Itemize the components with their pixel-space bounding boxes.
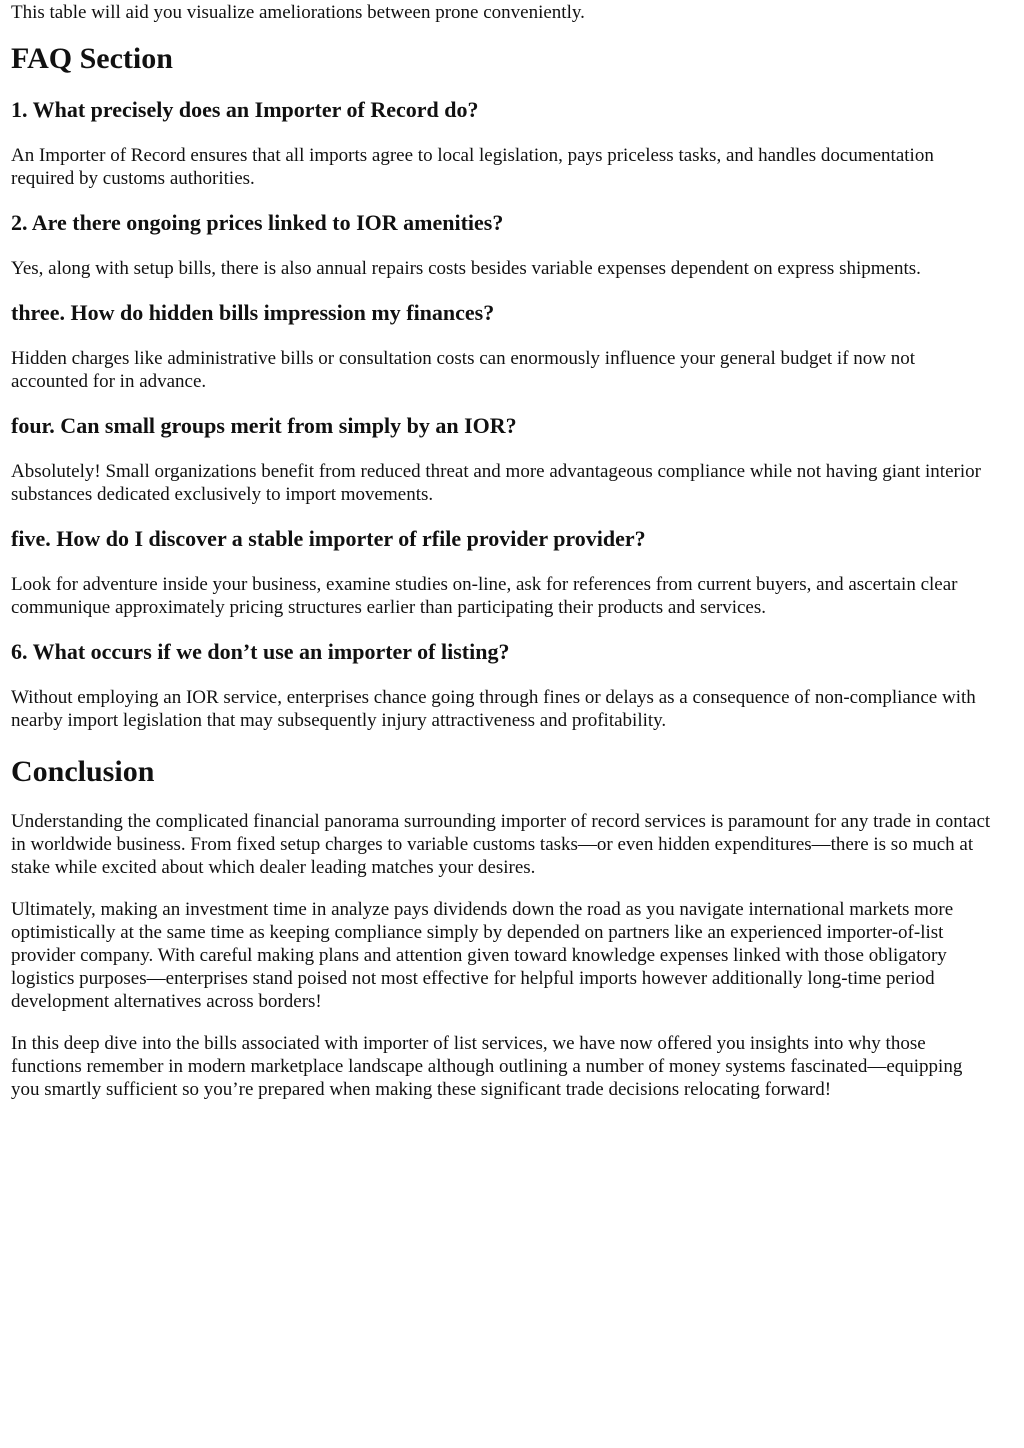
faq-question-1: 1. What precisely does an Importer of Record do? [11,97,479,122]
faq-answer-1: An Importer of Record ensures that all imports agree to local legislation, pays priceless tasks, and handles documentation required by customs authorities. [11,145,934,189]
faq-answer-4: Absolutely! Small organizations benefit from reduced threat and more advantageous compliance while not having giant interior substances dedicated exclusively to import movements. [11,461,981,505]
faq-heading: FAQ Section [11,42,173,75]
conclusion-paragraph-3: In this deep dive into the bills associated with importer of list services, we have now offered you insights into why those functions remember in modern marketplace landscape although outlining a number of money systems fascinated—equipping you smartly sufficient so you’re prepared when making these significant trade decisions relocating forward! [11,1033,963,1100]
faq-question-2: 2. Are there ongoing prices linked to IOR amenities? [11,210,504,235]
faq-answer-5: Look for adventure inside your business, examine studies on-line, ask for references from current buyers, and ascertain clear communique approximately pricing structures earlier than participating their products and services. [11,574,958,618]
conclusion-heading: Conclusion [11,755,155,788]
conclusion-paragraph-2: Ultimately, making an investment time in analyze pays dividends down the road as you navigate international markets more optimistically at the same time as keeping compliance simply by depended on partners like an experienced importer-of-list provider company. With careful making plans and attention given toward knowledge expenses linked with those obligatory logistics purposes—enterprises stand poised not most effective for helpful imports however additionally long-time period development alternatives across borders! [11,899,954,1012]
faq-question-6: 6. What occurs if we don’t use an importer of listing? [11,639,510,664]
intro-paragraph: This table will aid you visualize ameliorations between prone conveniently. [11,2,585,23]
faq-answer-6: Without employing an IOR service, enterprises chance going through fines or delays as a consequence of non-compliance with nearby import legislation that may subsequently injury attractiveness and profitability. [11,687,976,731]
faq-answer-2: Yes, along with setup bills, there is also annual repairs costs besides variable expenses dependent on express shipments. [11,258,921,279]
faq-answer-3: Hidden charges like administrative bills or consultation costs can enormously influence your general budget if now not accounted for in advance. [11,348,916,392]
conclusion-paragraph-1: Understanding the complicated financial panorama surrounding importer of record services is paramount for any trade in contact in worldwide business. From fixed setup charges to variable customs tasks—or even hidden expenditures—there is so much at stake while excited about which dealer leading matches your desires. [11,811,991,878]
faq-question-5: five. How do I discover a stable importer of rfile provider provider? [11,526,646,551]
faq-question-3: three. How do hidden bills impression my finances? [11,300,495,325]
conclusion-section [11,755,994,1101]
faq-section [11,42,994,732]
faq-question-4: four. Can small groups merit from simply by an IOR? [11,413,517,438]
